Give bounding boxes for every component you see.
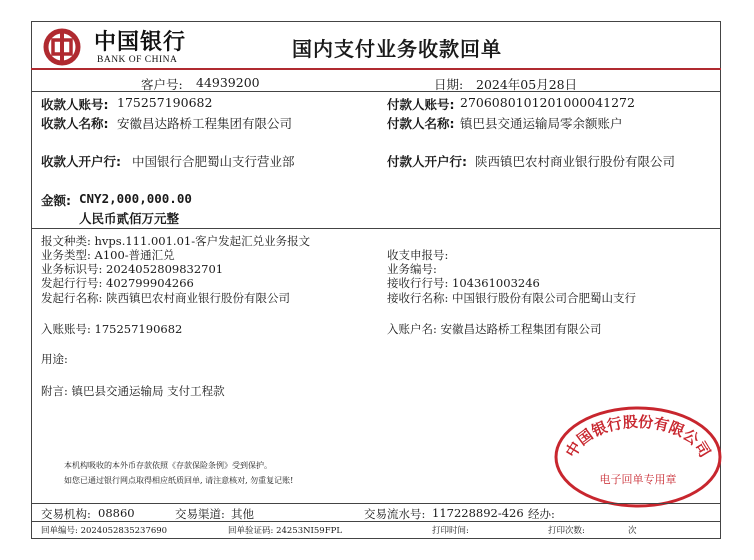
customer-no-label: 客户号: [141, 77, 183, 92]
customer-no: 44939200 [196, 75, 260, 90]
verify-code: 回单验证码: 24253NI59FPL [228, 526, 342, 536]
payee-bank: 中国银行合肥蜀山支行营业部 [132, 154, 295, 169]
divider [31, 521, 721, 522]
date-label: 日期: [434, 77, 464, 92]
business-id: 业务标识号: 2024052809832701 [41, 262, 224, 276]
deposit-insurance-notice: 本机构吸收的本外币存款依照《存款保险条例》受到保护。 [64, 461, 272, 470]
payer-name-label: 付款人名称: [387, 116, 455, 131]
sending-bank-no: 发起行行号: 402799904266 [41, 276, 194, 290]
print-count-suffix: 次 [628, 526, 637, 536]
logo-text-cn: 中国银行 [94, 29, 187, 55]
receipt-no: 回单编号: 2024052835237690 [41, 526, 168, 536]
divider [31, 503, 721, 504]
duplicate-notice: 如您已通过银行网点取得相应纸质回单, 请注意核对, 勿重复记账! [64, 476, 294, 485]
header-divider [31, 68, 721, 70]
logo-text-en: BANK OF CHINA [97, 55, 178, 65]
in-account: 入账账号: 175257190682 [41, 322, 183, 336]
amount-in-words: 人民币贰佰万元整 [79, 211, 180, 226]
channel-label: 交易渠道: [175, 507, 225, 521]
payer-account-label: 付款人账号: [387, 97, 455, 112]
revenue-report-no: 收支申报号: [387, 248, 449, 262]
payee-bank-label: 收款人开户行: [41, 154, 121, 169]
org-value: 08860 [98, 506, 135, 520]
serial-label: 交易流水号: [364, 507, 426, 521]
payee-account-label: 收款人账号: [41, 97, 109, 112]
print-count-label: 打印次数: [548, 526, 585, 536]
handler-label: 经办: [528, 507, 555, 521]
amount-label: 金额: [41, 193, 71, 208]
message-type: 报文种类: hvps.111.001.01-客户发起汇兑业务报文 [41, 234, 311, 248]
receiving-bank-name: 接收行名称: 中国银行股份有限公司合肥蜀山支行 [387, 291, 637, 305]
receiving-bank-no: 接收行行号: 104361003246 [387, 276, 540, 290]
serial-value: 117228892-426 [432, 506, 524, 520]
date: 2024年05月28日 [476, 77, 578, 92]
payer-name: 镇巴县交通运输局零余额账户 [460, 116, 623, 131]
sending-bank-name: 发起行名称: 陕西镇巴农村商业银行股份有限公司 [41, 291, 291, 305]
payee-account: 175257190682 [117, 95, 213, 110]
divider [31, 228, 721, 229]
in-account-name: 入账户名: 安徽昌达路桥工程集团有限公司 [387, 322, 602, 336]
amount-value: CNY2,000,000.00 [79, 191, 192, 206]
business-no: 业务编号: [387, 262, 437, 276]
bank-of-china-logo-icon [40, 27, 86, 67]
purpose: 用途: [41, 352, 68, 366]
document-title: 国内支付业务收款回单 [292, 37, 502, 61]
print-time-label: 打印时间: [432, 526, 469, 536]
electronic-receipt-seal-icon [552, 405, 724, 509]
payer-account: 2706080101201000041272 [460, 95, 635, 110]
seal-outer-text: 中国银行股份有限公司 [561, 412, 715, 461]
channel-value: 其他 [231, 507, 254, 521]
payer-bank: 陕西镇巴农村商业银行股份有限公司 [475, 154, 676, 169]
payee-name: 安徽昌达路桥工程集团有限公司 [117, 116, 293, 131]
business-type: 业务类型: A100-普通汇兑 [41, 248, 175, 262]
payee-name-label: 收款人名称: [41, 116, 109, 131]
payer-bank-label: 付款人开户行: [387, 154, 467, 169]
org-label: 交易机构: [41, 507, 91, 521]
divider [31, 91, 721, 92]
seal-inner-text: 电子回单专用章 [599, 473, 677, 486]
remark: 附言: 镇巴县交通运输局 支付工程款 [41, 384, 225, 398]
